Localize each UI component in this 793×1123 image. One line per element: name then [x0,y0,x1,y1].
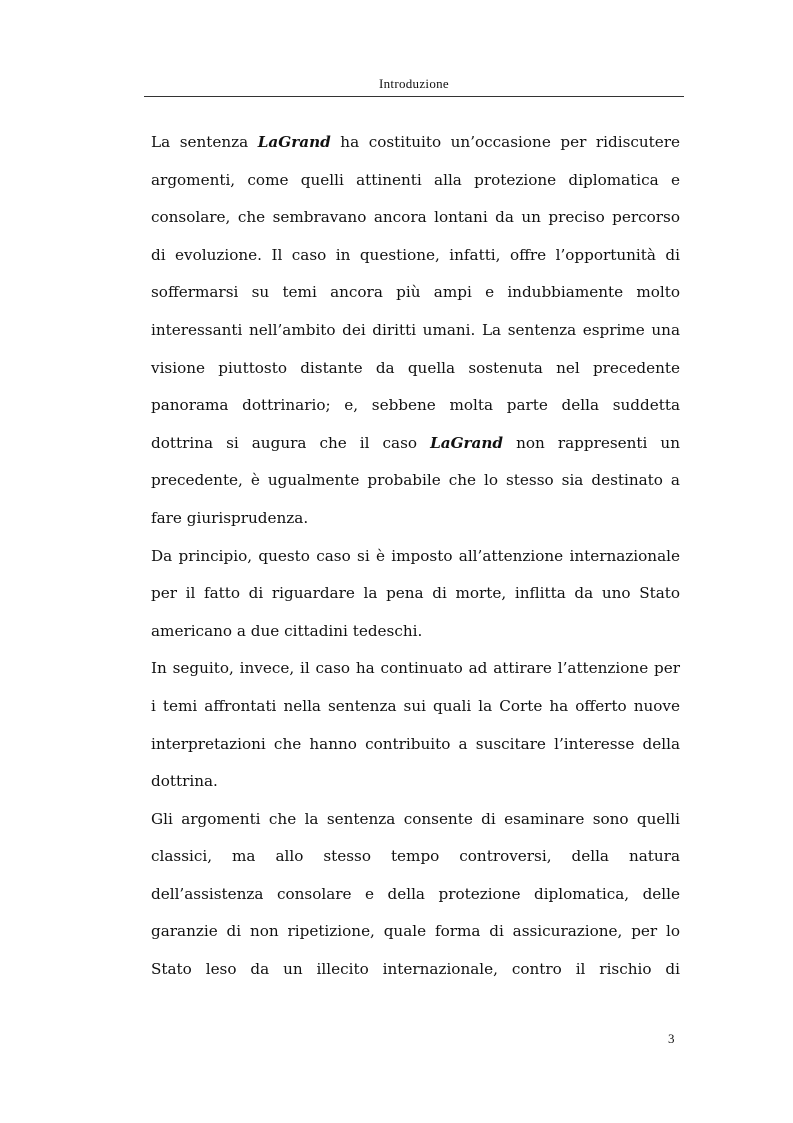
text-fragment: dottrina si augura che il caso [151,433,431,452]
text-line: dell’assistenza consolare e della protezione diplomatica, delle [151,884,680,903]
text-line: soffermarsi su temi ancora più ampi e indubbiamente molto [151,283,680,302]
text-line: visione piuttosto distante da quella sostenuta nel precedente [151,358,680,377]
paragraph-1 [151,124,680,538]
paragraph-4 [151,801,680,989]
case-name-lagrand: LaGrand [257,133,331,151]
text-line [151,425,680,463]
body-text [151,124,680,989]
paragraph-3 [151,650,680,800]
text-line [151,124,680,162]
text-line: Da principio, questo caso si è imposto all’attenzione internazionale [151,546,680,565]
text-line: In seguito, invece, il caso ha continuato ad attirare l’attenzione per [151,659,680,678]
text-line: americano a due cittadini tedeschi. [151,621,423,640]
text-fragment: La sentenza [151,133,258,151]
text-line: panorama dottrinario; e, sebbene molta parte della suddetta [151,396,680,415]
text-line: precedente, è ugualmente probabile che lo stesso sia destinato a [151,471,680,490]
text-line: di evoluzione. Il caso in questione, infatti, offre l’opportunità di [151,245,680,264]
text-line: Stato leso da un illecito internazionale, contro il rischio di [151,960,680,979]
paragraph-2 [151,538,680,651]
text-line: consolare, che sembravano ancora lontani da un preciso percorso [151,208,680,227]
text-fragment: ha costituito un’occasione per ridiscutere [330,133,680,151]
page-number: 3 [668,1031,675,1046]
running-header: Introduzione [378,76,450,91]
text-line: garanzie di non ripetizione, quale forma di assicurazione, per lo [151,922,680,941]
case-name-lagrand: LaGrand [430,433,504,452]
text-line: classici, ma allo stesso tempo controversi, della natura [151,847,680,866]
text-line: fare giurisprudenza. [151,508,309,527]
text-line: per il fatto di riguardare la pena di morte, inflitta da uno Stato [151,584,680,603]
text-line: interessanti nell’ambito dei diritti umani. La sentenza esprime una [151,320,680,339]
text-fragment: non rappresenti un [503,433,680,452]
header-rule [144,96,684,97]
text-line: dottrina. [151,772,218,791]
text-line: argomenti, come quelli attinenti alla protezione diplomatica e [151,170,680,189]
text-line: interpretazioni che hanno contribuito a suscitare l’interesse della [151,734,680,753]
text-line: i temi affrontati nella sentenza sui quali la Corte ha offerto nuove [151,696,680,715]
text-line: Gli argomenti che la sentenza consente di esaminare sono quelli [151,809,680,828]
